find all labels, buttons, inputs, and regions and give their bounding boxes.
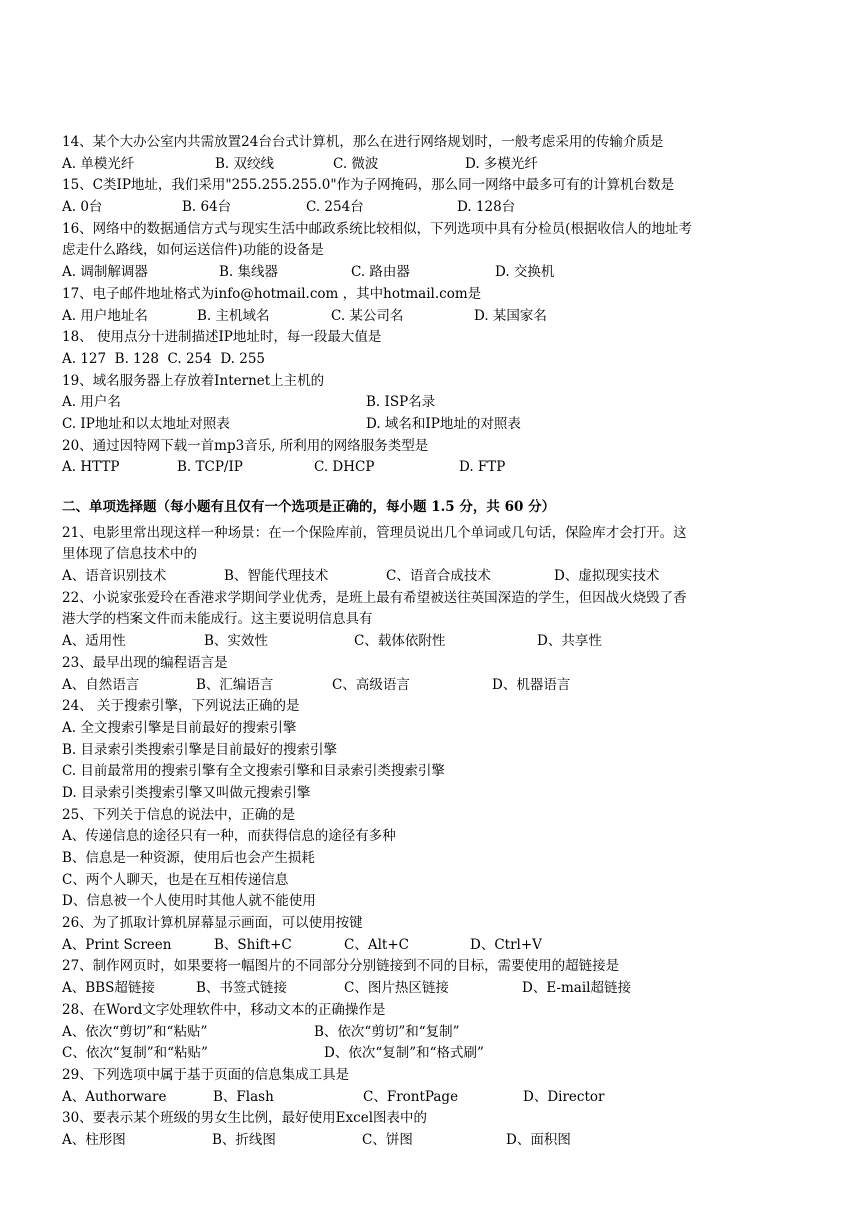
question-28-options-row2 [62, 1043, 812, 1065]
option-b: B、实效性 [204, 633, 268, 650]
option-c: C、高级语言 [332, 676, 410, 693]
exam-page [62, 132, 812, 1152]
question-16-options [62, 262, 812, 284]
option-d: D. 目录索引类搜索引擎又叫做元搜索引擎 [62, 784, 311, 801]
question-17-stem: 17、电子邮件地址格式为info@hotmail.com ，其中hotmail.com是 [62, 285, 482, 302]
question-29-stem: 29、下列选项中属于基于页面的信息集成工具是 [62, 1066, 350, 1083]
option-c: C. 254台 [306, 199, 364, 216]
question-14-stem: 14、某个大办公室内共需放置24台台式计算机，那么在进行网络规划时，一般考虑采用的传输介质是 [62, 134, 664, 150]
question-23-options [62, 675, 812, 697]
option-d: D. 交换机 [495, 264, 555, 281]
option-a: A. 调制解调器 [62, 264, 148, 281]
option-c: C. 某公司名 [331, 307, 404, 324]
question-29-options [62, 1087, 812, 1109]
question-25-stem: 25、下列关于信息的说法中，正确的是 [62, 806, 296, 823]
option-c: C. 目前最常用的搜索引擎有全文搜索引擎和目录索引类搜索引擎 [62, 763, 445, 780]
option-a: A. 用户名 [62, 394, 121, 411]
option-d: D、虚拟现实技术 [554, 568, 660, 585]
option-b: B、书签式链接 [196, 980, 287, 997]
section-2-title: 二、单项选择题（每小题有且仅有一个选项是正确的，每小题 1.5 分，共 60 分） [62, 499, 556, 515]
option-c: C、载体依附性 [354, 633, 446, 650]
option-b: B、汇编语言 [196, 676, 274, 693]
option-b: B. 集线器 [219, 264, 279, 281]
option-b: B、Shift+C [214, 936, 292, 953]
option-a: A、自然语言 [62, 676, 140, 693]
option-d: D、信息被一个人使用时其他人就不能使用 [62, 893, 316, 910]
option-b: B. 双绞线 [215, 155, 275, 172]
option-a: A. HTTP [62, 459, 120, 476]
option-d: D. 某国家名 [474, 307, 547, 324]
option-a: A、Authorware [62, 1088, 167, 1105]
option-b: B. 目录索引类搜索引擎是目前最好的搜索引擎 [62, 741, 338, 758]
option-a: A、Print Screen [62, 936, 172, 953]
question-22-stem-line1: 22、小说家张爱玲在香港求学期间学业优秀，是班上最有希望被送往英国深造的学生，但因战火烧毁了香 [62, 589, 687, 606]
option-c: C. IP地址和以太地址对照表 [62, 415, 230, 432]
option-d: D. FTP [459, 459, 506, 476]
option-c: C. 微波 [333, 155, 379, 172]
option-d: D、共享性 [537, 633, 602, 650]
option-d: D. 多模光纤 [465, 155, 538, 172]
option-b: B、智能代理技术 [224, 568, 329, 585]
question-15-stem: 15、C类IP地址，我们采用"255.255.255.0"作为子网掩码，那么同一网络中最多可有的计算机台数是 [62, 177, 675, 194]
option-a: A、柱形图 [62, 1131, 126, 1148]
option-a: A、传递信息的途径只有一种，而获得信息的途径有多种 [62, 828, 396, 845]
option-c: C、依次“复制”和“粘贴” [62, 1045, 208, 1062]
option-b: B. 主机域名 [197, 307, 270, 324]
option-d: D、E-mail超链接 [522, 980, 631, 997]
question-14-options [62, 154, 812, 176]
option-b: B. TCP/IP [177, 459, 243, 476]
option-b: B、信息是一种资源，使用后也会产生损耗 [62, 850, 315, 866]
option-b: B、Flash [213, 1088, 274, 1105]
question-18-options: A. 127 B. 128 C. 254 D. 255 [62, 350, 266, 367]
option-c: C、图片热区链接 [344, 980, 449, 997]
question-28-options-row1 [62, 1022, 812, 1044]
option-a: A. 全文搜索引擎是目前最好的搜索引擎 [62, 719, 297, 736]
option-c: C. DHCP [314, 459, 375, 476]
question-18-stem: 18、 使用点分十进制描述IP地址时，每一段最大值是 [62, 329, 382, 346]
option-d: D. 128台 [457, 199, 516, 216]
option-d: D、依次“复制”和“格式刷” [324, 1045, 484, 1062]
option-c: C、饼图 [362, 1131, 413, 1148]
question-26-options [62, 935, 812, 957]
question-19-options-row1 [62, 392, 812, 414]
option-b: B. 64台 [182, 199, 232, 216]
question-19-stem: 19、域名服务器上存放着Internet上主机的 [62, 372, 325, 389]
question-20-options [62, 457, 812, 479]
question-21-stem-line2: 里体现了信息技术中的 [62, 546, 197, 563]
option-d: D、面积图 [506, 1131, 571, 1148]
question-27-options [62, 978, 812, 1000]
option-b: B、折线图 [212, 1131, 276, 1148]
option-a: A、BBS超链接 [62, 980, 155, 997]
question-21-stem-line1: 21、电影里常出现这样一种场景：在一个保险库前，管理员说出几个单词或几句话，保险库才会打开。这 [62, 524, 687, 541]
option-b: B、依次“剪切”和“复制” [314, 1023, 460, 1040]
question-27-stem: 27、制作网页时，如果要将一幅图片的不同部分分别链接到不同的目标，需要使用的超链接是 [62, 958, 620, 975]
question-20-stem: 20、通过因特网下载一首mp3音乐, 所利用的网络服务类型是 [62, 437, 429, 454]
option-d: D、机器语言 [492, 676, 571, 693]
question-24-stem: 24、 关于搜索引擎，下列说法正确的是 [62, 698, 300, 715]
option-d: D、Director [523, 1088, 605, 1105]
question-28-stem: 28、在Word文字处理软件中，移动文本的正确操作是 [62, 1001, 386, 1018]
option-d: D. 域名和IP地址的对照表 [366, 415, 521, 432]
option-a: A. 用户地址名 [62, 307, 148, 324]
question-30-options [62, 1130, 812, 1152]
question-15-options [62, 197, 812, 219]
question-26-stem: 26、为了抓取计算机屏幕显示画面，可以使用按键 [62, 915, 363, 932]
question-22-options [62, 631, 812, 653]
option-d: D、Ctrl+V [470, 936, 542, 953]
option-c: C、两个人聊天，也是在互相传递信息 [62, 871, 289, 888]
option-c: C、语音合成技术 [386, 568, 491, 585]
option-a: A、适用性 [62, 633, 126, 650]
option-b: B. ISP名录 [366, 394, 436, 411]
option-c: C. 路由器 [351, 264, 410, 281]
question-19-options-row2 [62, 414, 812, 436]
option-c: C、Alt+C [344, 936, 409, 953]
question-21-options [62, 566, 812, 588]
question-23-stem: 23、最早出现的编程语言是 [62, 654, 228, 671]
option-c: C、FrontPage [363, 1088, 459, 1105]
question-17-options [62, 306, 812, 328]
option-a: A、依次“剪切”和“粘贴” [62, 1023, 208, 1040]
option-a: A. 单模光纤 [62, 155, 135, 172]
question-16-stem-line2: 虑走什么路线，如何运送信件)功能的设备是 [62, 242, 324, 259]
option-a: A. 0台 [62, 199, 103, 216]
question-22-stem-line2: 港大学的档案文件而未能成行。这主要说明信息具有 [62, 611, 373, 628]
question-30-stem: 30、要表示某个班级的男女生比例，最好使用Excel图表中的 [62, 1110, 428, 1127]
question-16-stem-line1: 16、网络中的数据通信方式与现实生活中邮政系统比较相似，下列选项中具有分检员(根据收信人的地址考 [62, 220, 692, 237]
option-a: A、语音识别技术 [62, 568, 167, 585]
